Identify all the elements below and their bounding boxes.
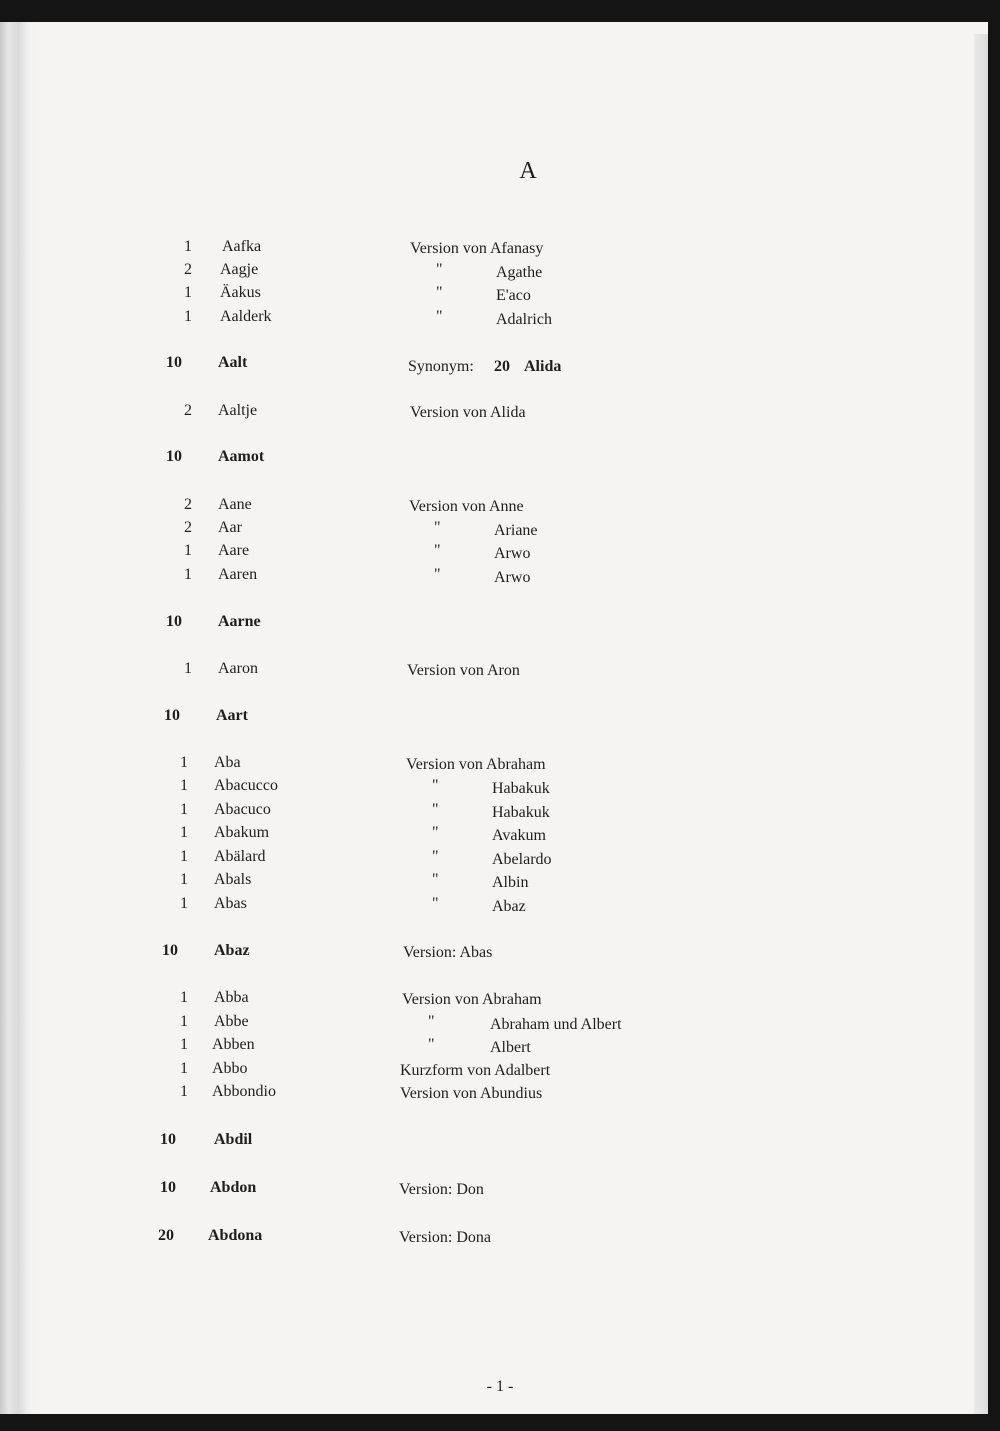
relation-text: " bbox=[432, 824, 439, 841]
page-right-edge bbox=[974, 34, 988, 1414]
relation-text: Version von Abraham bbox=[402, 991, 542, 1008]
entry-name: Abbo bbox=[212, 1060, 248, 1077]
entry-number: 10 bbox=[166, 354, 182, 371]
entry-name: Abas bbox=[214, 895, 247, 912]
relation-text: " bbox=[436, 261, 443, 278]
relation-text: Version: Abas bbox=[403, 944, 493, 961]
entry-number: 1 bbox=[184, 284, 192, 301]
entry-number: 1 bbox=[180, 895, 188, 912]
relation-text: " bbox=[434, 542, 441, 559]
entry-number: 1 bbox=[180, 871, 188, 888]
entry-number: 10 bbox=[160, 1131, 176, 1148]
relation-text: Abaz bbox=[492, 898, 526, 915]
relation-text: Abraham und Albert bbox=[490, 1016, 622, 1033]
entry-name: Aamot bbox=[218, 448, 265, 465]
relation-text: Arwo bbox=[494, 545, 531, 562]
entry-name: Aane bbox=[218, 496, 252, 513]
entry-number: 20 bbox=[158, 1227, 174, 1244]
relation-text: Version von Abundius bbox=[400, 1085, 543, 1102]
synonym-target-name: Alida bbox=[524, 358, 562, 375]
entry-number: 1 bbox=[180, 1013, 188, 1030]
relation-text: " bbox=[432, 895, 439, 912]
entry-name: Abbe bbox=[214, 1013, 249, 1030]
relation-text: Version von Abraham bbox=[406, 756, 546, 773]
entry-name: Abaz bbox=[214, 942, 250, 959]
relation-text: " bbox=[428, 1013, 435, 1030]
entry-number: 2 bbox=[184, 519, 192, 536]
relation-text: Arwo bbox=[494, 569, 531, 586]
entry-name: Aalderk bbox=[220, 308, 272, 325]
entry-name: Abakum bbox=[214, 824, 270, 841]
synonym-target-number: 20 bbox=[494, 358, 510, 375]
entry-number: 1 bbox=[180, 801, 188, 818]
entry-number: 1 bbox=[180, 777, 188, 794]
relation-text: " bbox=[436, 284, 443, 301]
entry-name: Aarne bbox=[218, 613, 261, 630]
entry-name: Aba bbox=[214, 754, 241, 771]
entry-name: Abacuco bbox=[214, 801, 271, 818]
relation-text: Version von Alida bbox=[410, 404, 526, 421]
entry-name: Aaron bbox=[218, 660, 258, 677]
relation-text: Version von Aron bbox=[407, 662, 520, 679]
entry-number: 1 bbox=[180, 1083, 188, 1100]
relation-text: E'aco bbox=[496, 287, 531, 304]
entry-name: Abba bbox=[214, 989, 249, 1006]
relation-text: " bbox=[428, 1036, 435, 1053]
entry-name: Abdona bbox=[208, 1227, 263, 1244]
entry-number: 1 bbox=[184, 542, 192, 559]
entry-name: Abälard bbox=[214, 848, 266, 865]
relation-text: Habakuk bbox=[492, 780, 550, 797]
entry-number: 10 bbox=[166, 613, 182, 630]
entry-name: Aare bbox=[218, 542, 250, 559]
relation-text: " bbox=[432, 777, 439, 794]
relation-text: Synonym: bbox=[408, 358, 474, 375]
entry-number: 2 bbox=[184, 496, 192, 513]
relation-text: " bbox=[432, 848, 439, 865]
relation-text: Albert bbox=[490, 1039, 531, 1056]
entry-name: Äakus bbox=[220, 284, 261, 301]
entry-number: 1 bbox=[180, 1036, 188, 1053]
relation-text: " bbox=[432, 871, 439, 888]
entry-number: 1 bbox=[184, 660, 192, 677]
page-number: - 1 - bbox=[486, 1378, 514, 1395]
entry-name: Aagje bbox=[220, 261, 259, 278]
relation-text: " bbox=[434, 519, 441, 536]
entry-number: 1 bbox=[184, 566, 192, 583]
relation-text: Avakum bbox=[492, 827, 546, 844]
entry-number: 10 bbox=[162, 942, 178, 959]
entry-number: 2 bbox=[184, 402, 192, 419]
relation-text: Version von Anne bbox=[409, 498, 524, 515]
relation-text: Adalrich bbox=[496, 311, 552, 328]
entry-number: 1 bbox=[180, 1060, 188, 1077]
entry-number: 10 bbox=[160, 1179, 176, 1196]
page-binding-edge bbox=[0, 22, 34, 1414]
relation-text: " bbox=[432, 801, 439, 818]
relation-text: Albin bbox=[492, 874, 529, 891]
relation-text: Abelardo bbox=[492, 851, 552, 868]
entry-name: Aart bbox=[216, 707, 248, 724]
entry-number: 1 bbox=[180, 989, 188, 1006]
entry-number: 1 bbox=[184, 238, 192, 255]
letter-heading: A bbox=[519, 158, 537, 184]
entry-number: 1 bbox=[180, 824, 188, 841]
entry-name: Abals bbox=[214, 871, 252, 888]
entry-name: Aar bbox=[218, 519, 242, 536]
entry-name: Abacucco bbox=[214, 777, 278, 794]
entry-name: Aaren bbox=[218, 566, 258, 583]
relation-text: Version: Dona bbox=[399, 1229, 491, 1246]
entry-name: Aalt bbox=[218, 354, 248, 371]
relation-text: Version von Afanasy bbox=[410, 240, 544, 257]
entry-number: 10 bbox=[166, 448, 182, 465]
relation-text: Habakuk bbox=[492, 804, 550, 821]
entry-name: Aaltje bbox=[218, 402, 258, 419]
entry-number: 2 bbox=[184, 261, 192, 278]
document-page bbox=[0, 22, 988, 1414]
entry-number: 1 bbox=[184, 308, 192, 325]
relation-text: Kurzform von Adalbert bbox=[400, 1062, 551, 1079]
relation-text: Version: Don bbox=[399, 1181, 484, 1198]
entry-name: Abben bbox=[212, 1036, 255, 1053]
relation-text: " bbox=[434, 566, 441, 583]
entry-number: 1 bbox=[180, 754, 188, 771]
entry-name: Aafka bbox=[222, 238, 262, 255]
entry-number: 1 bbox=[180, 848, 188, 865]
entry-name: Abbondio bbox=[212, 1083, 276, 1100]
relation-text: Ariane bbox=[494, 522, 538, 539]
relation-text: Agathe bbox=[496, 264, 543, 281]
entry-number: 10 bbox=[164, 707, 180, 724]
relation-text: " bbox=[436, 308, 443, 325]
entry-name: Abdil bbox=[214, 1131, 253, 1148]
entry-name: Abdon bbox=[210, 1179, 257, 1196]
synonym-target bbox=[494, 356, 561, 378]
